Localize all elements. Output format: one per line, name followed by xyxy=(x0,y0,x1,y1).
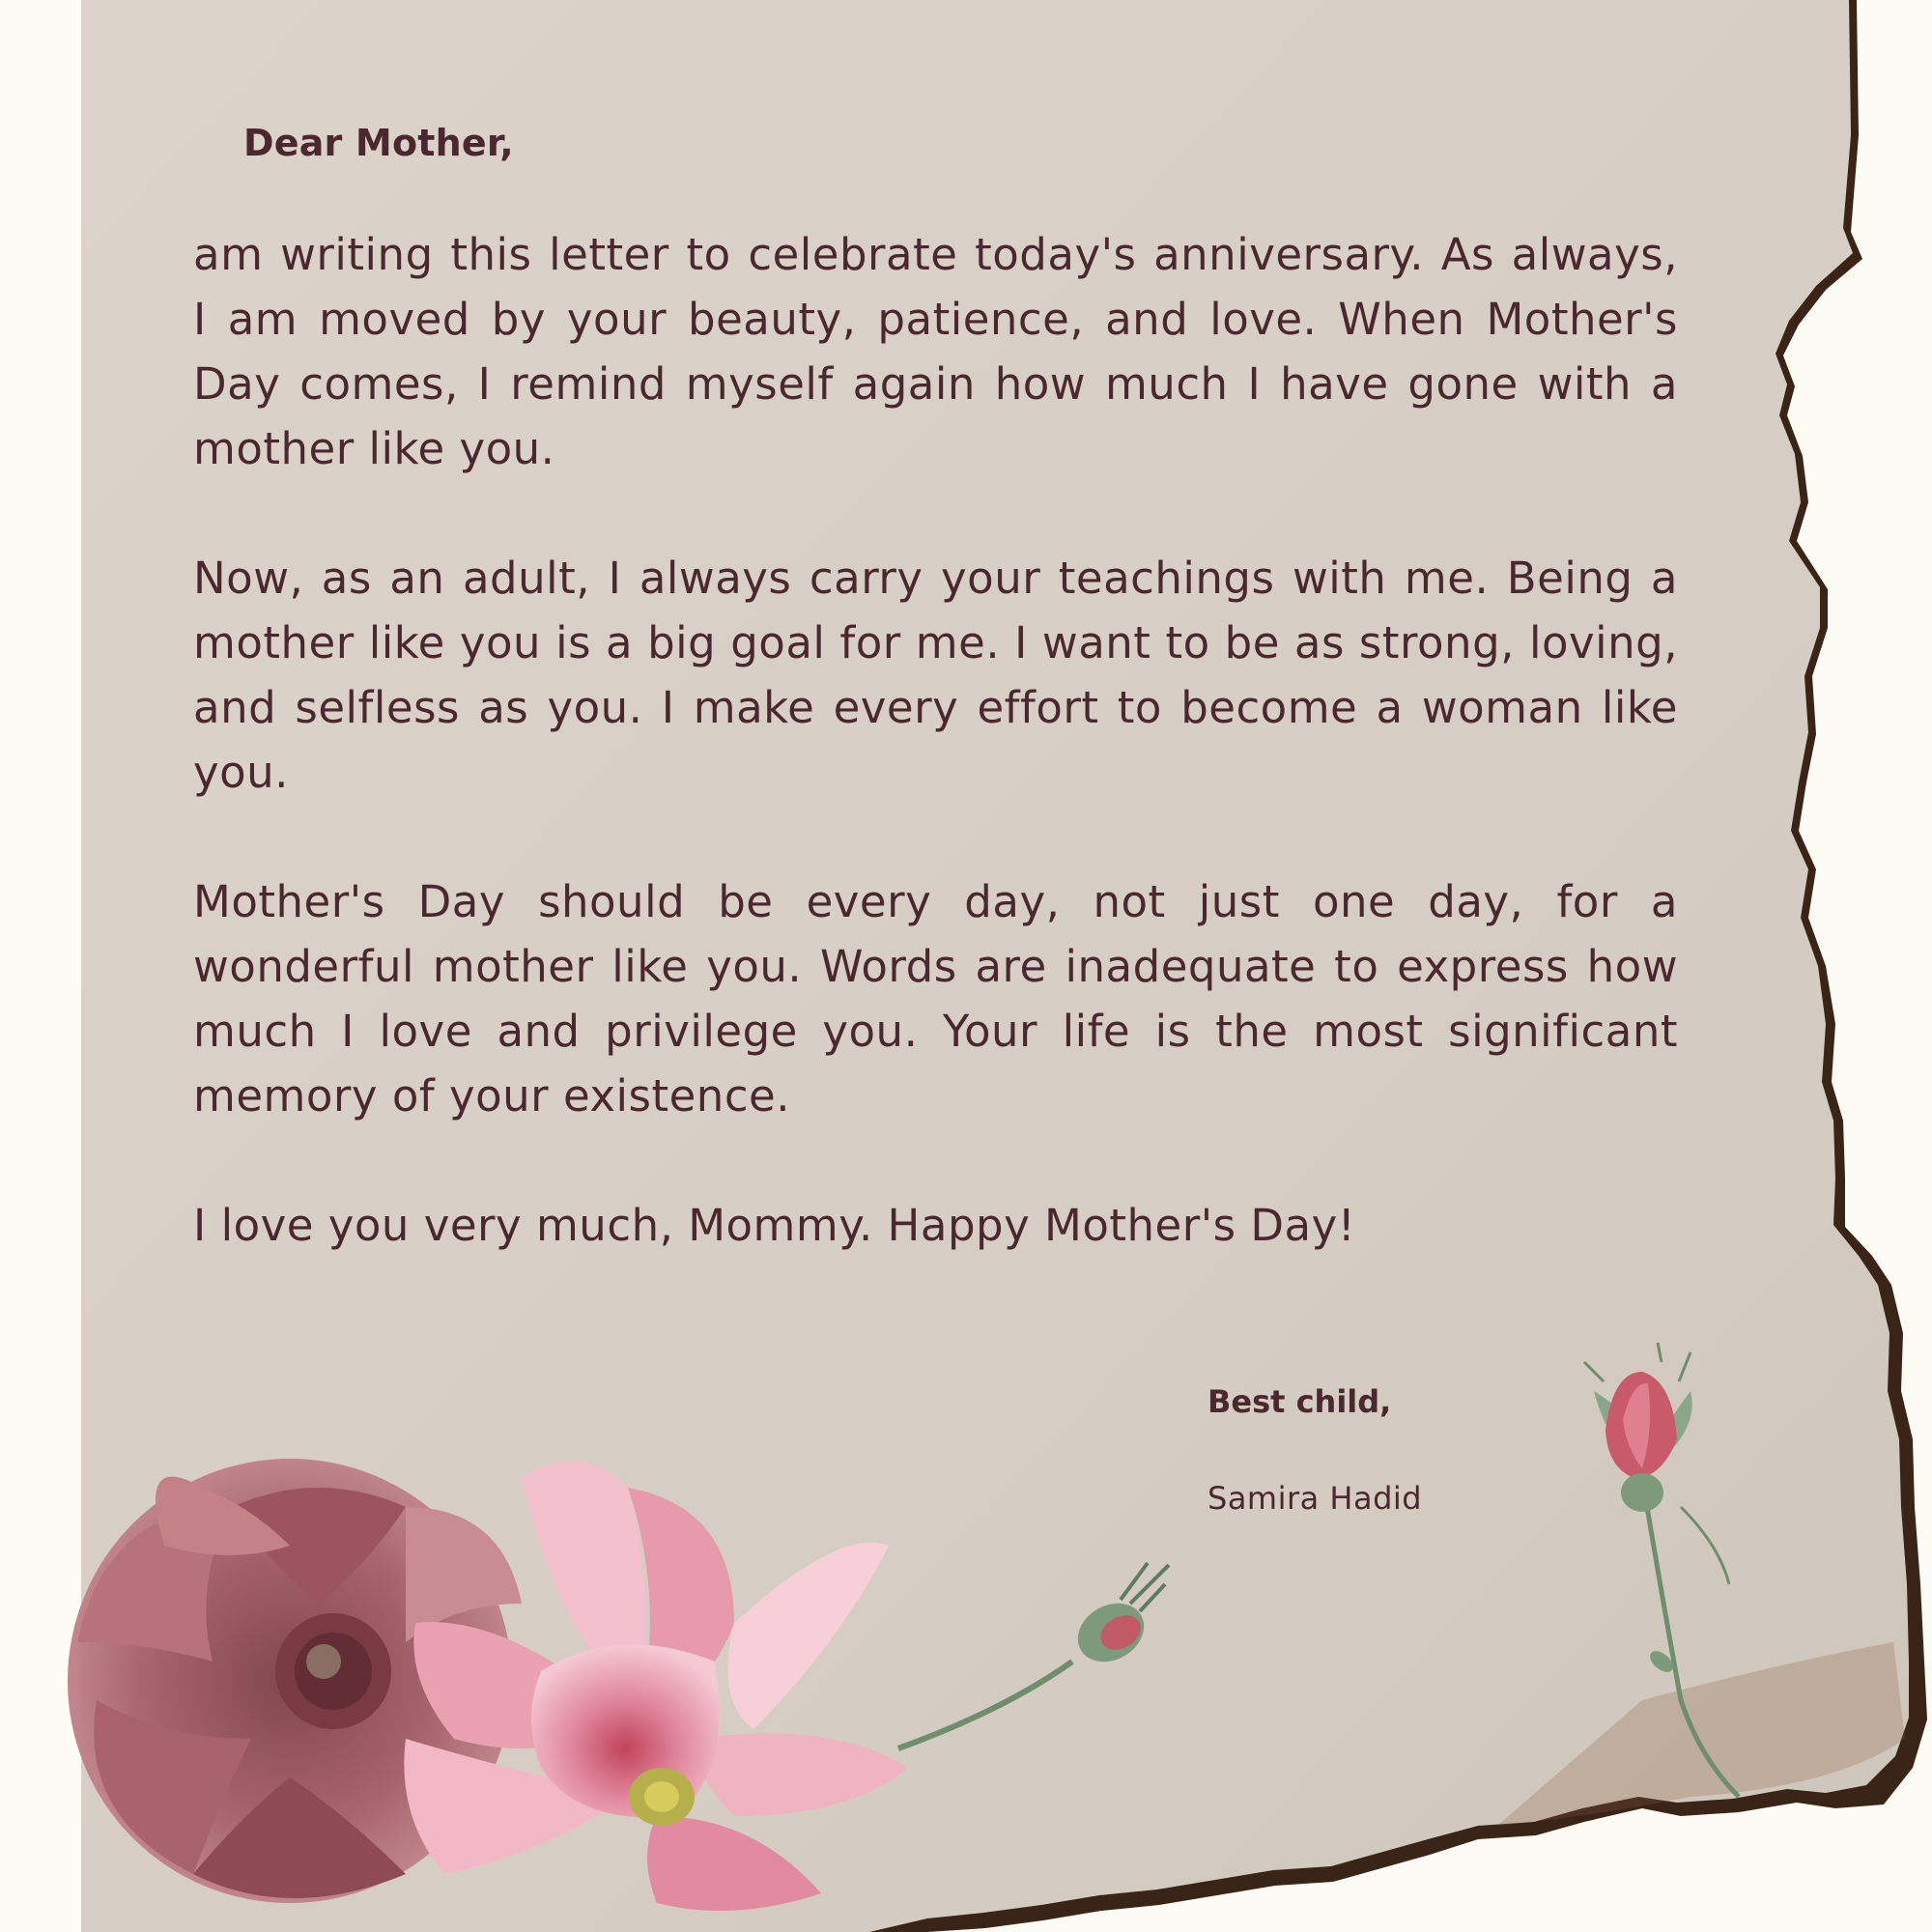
letter-paragraph-3: Mother's Day should be every day, not just one day, for a wonderful mother like you. Words are inadequate to express how much I love and privilege you. Your life is the most significant memory of your existence. xyxy=(193,876,1678,1122)
letter-paragraph-1: am writing this letter to celebrate today's anniversary. As always, I am moved by your beauty, patience, and love. When Mother's Day comes, I remind myself again how much I have gone with a mother like you. xyxy=(193,229,1678,474)
signer-name: Samira Hadid xyxy=(1208,1480,1423,1517)
closing: Best child, xyxy=(1208,1383,1392,1420)
letter-body xyxy=(193,222,1678,1258)
letter-paragraph-2: Now, as an adult, I always carry your teachings with me. Being a mother like you is a big goal for me. I want to be as strong, loving, and selfless as you. I make every effort to become a woman like you. xyxy=(193,553,1678,798)
salutation: Dear Mother, xyxy=(243,122,514,164)
letter-paragraph-4: I love you very much, Mommy. Happy Mother's Day! xyxy=(193,1200,1356,1251)
